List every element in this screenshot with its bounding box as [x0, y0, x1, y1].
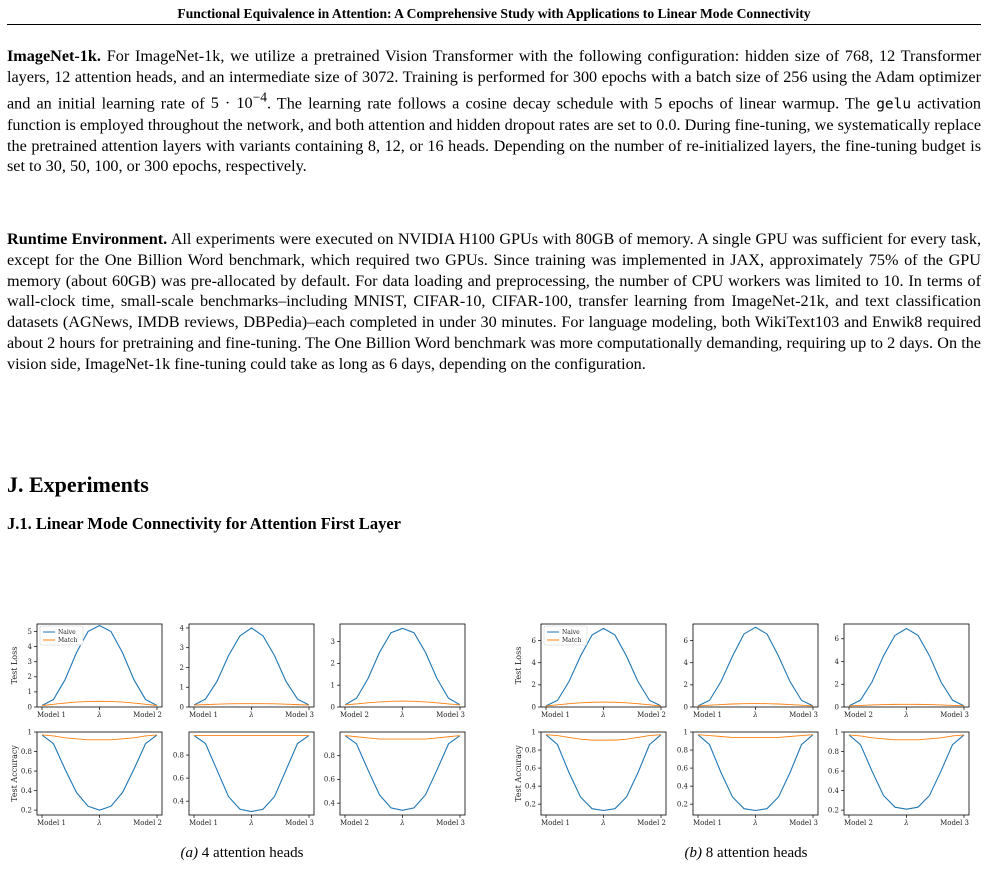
imagenet-text-3: activation function is employed throughout the network, and both attention and hidden dropout rates are set to 0.0. During fine-tuning, we systematically replace the pretrained attention layers with variants containing 8, 12, or 16 heads. Depending on the number of re-initialized layers, the fine-tuning budget is set to 30, 50, 100, or 300 epochs, respectively. — [7, 93, 982, 176]
x-tick-label: Model 1 — [693, 711, 722, 719]
subsection-heading: J.1. Linear Mode Connectivity for Attention First Layer — [7, 514, 401, 533]
x-tick-label: λ — [904, 819, 909, 827]
figure-b-plots — [511, 612, 983, 832]
runin-heading-imagenet: ImageNet-1k. — [7, 47, 101, 65]
axes-frame — [693, 732, 818, 815]
y-tick-label: 2 — [683, 681, 688, 690]
x-tick-label: Model 2 — [133, 711, 162, 719]
y-tick-label: 0.6 — [323, 775, 335, 784]
y-tick-label: 0.6 — [20, 767, 32, 776]
series-line-match — [698, 704, 813, 706]
x-tick-label: Model 1 — [693, 819, 722, 827]
axes-frame — [189, 624, 314, 707]
legend-label: Naive — [58, 629, 76, 637]
caption-a — [7, 845, 477, 862]
y-tick-label: 0.4 — [676, 782, 688, 791]
subplot-b-bottom-2 — [828, 728, 969, 827]
x-tick-label: Model 1 — [541, 819, 570, 827]
paragraph-imagenet — [7, 46, 981, 177]
subplot-b-bottom-0 — [514, 728, 666, 827]
x-tick-label: Model 1 — [189, 819, 218, 827]
y-tick-label: 0.2 — [676, 800, 688, 809]
series-line-match — [42, 735, 157, 740]
subplot-a-top-1 — [180, 624, 314, 719]
series-line-naive — [698, 627, 813, 706]
series-line-naive — [345, 736, 460, 811]
x-tick-label: Model 3 — [940, 711, 969, 719]
x-tick-label: λ — [601, 711, 606, 719]
y-tick-label: 6 — [683, 636, 688, 645]
y-axis-label: Test Loss — [10, 646, 19, 685]
y-tick-label: 0.6 — [827, 767, 839, 776]
y-tick-label: 3 — [330, 637, 335, 646]
y-tick-label: 0.8 — [20, 747, 32, 756]
x-tick-label: Model 3 — [436, 711, 465, 719]
y-tick-label: 0.4 — [172, 797, 184, 806]
caption-b-text: 8 attention heads — [702, 845, 808, 861]
x-tick-label: λ — [400, 819, 405, 827]
x-tick-label: λ — [904, 711, 909, 719]
x-tick-label: Model 2 — [340, 819, 369, 827]
series-line-naive — [849, 629, 964, 706]
x-tick-label: Model 1 — [541, 711, 570, 719]
y-tick-label: 0.4 — [323, 799, 335, 808]
x-tick-label: λ — [400, 711, 405, 719]
series-line-match — [546, 735, 661, 740]
legend-label: Match — [58, 637, 78, 645]
subplot-a-bottom-0 — [10, 728, 162, 827]
y-tick-label: 6 — [834, 635, 839, 644]
series-line-match — [546, 702, 661, 706]
y-tick-label: 0 — [834, 703, 839, 712]
subplot-b-top-0 — [514, 624, 666, 719]
y-tick-label: 3 — [27, 658, 32, 667]
series-line-naive — [194, 628, 309, 705]
y-tick-label: 4 — [531, 659, 536, 668]
y-tick-label: 1 — [683, 728, 688, 737]
x-tick-label: Model 3 — [940, 819, 969, 827]
axes-frame — [693, 624, 818, 707]
y-tick-label: 0.6 — [524, 764, 536, 773]
y-tick-label: 1 — [834, 728, 839, 737]
runtime-text: All experiments were executed on NVIDIA H100 GPUs with 80GB of memory. A single GPU was sufficient for every task, except for the One Billion Word benchmark, which required two GPUs. Since training was implemented in JAX, approximately 75% of the GPU memory (about 60GB) was pre-allocated by default. For data loading and preprocessing, the number of CPU workers was limited to 10. In terms of wall-clock time, small-scale benchmarks–including MNIST, CIFAR-10, CIFAR-100, transfer learning from ImageNet-21k, and text classification datasets (AGNews, IMDB reviews, DBPedia)–each completed in under 30 minutes. For language modeling, both WikiText103 and Enwik8 required about 2 hours for pretraining and fine-tuning. The One Billion Word benchmark was more computationally demanding, requiring up to 2 days. On the vision side, ImageNet-1k fine-tuning could take as long as 6 days, depending on the configuration. — [7, 230, 981, 373]
section-heading: J. Experiments — [7, 472, 149, 497]
learning-rate-value — [210, 89, 267, 112]
y-axis-label: Test Loss — [514, 646, 523, 685]
learning-rate-exponent: −4 — [252, 89, 267, 105]
figure-panel-b — [511, 612, 983, 832]
y-tick-label: 0 — [683, 703, 688, 712]
x-tick-label: Model 2 — [637, 819, 666, 827]
y-tick-label: 0.4 — [20, 786, 32, 795]
x-tick-label: Model 3 — [285, 711, 314, 719]
inline-code-gelu: gelu — [876, 95, 912, 112]
x-tick-label: λ — [97, 819, 102, 827]
y-tick-label: 0 — [330, 703, 335, 712]
series-line-naive — [42, 735, 157, 810]
legend — [544, 626, 587, 645]
x-tick-label: Model 3 — [789, 711, 818, 719]
y-tick-label: 0.6 — [172, 774, 184, 783]
y-tick-label: 2 — [27, 673, 32, 682]
y-tick-label: 0.8 — [827, 747, 839, 756]
x-tick-label: λ — [249, 819, 254, 827]
axes-frame — [541, 732, 666, 815]
y-tick-label: 1 — [27, 728, 32, 737]
caption-a-label: (a) — [180, 845, 199, 861]
y-tick-label: 2 — [179, 663, 184, 672]
subplot-b-bottom-1 — [677, 728, 818, 827]
figure-a-plots — [7, 612, 479, 832]
series-line-match — [345, 736, 460, 740]
y-tick-label: 0.6 — [676, 764, 688, 773]
y-tick-label: 1 — [179, 683, 184, 692]
y-tick-label: 0.2 — [827, 806, 839, 815]
y-tick-label: 0.8 — [323, 752, 335, 761]
learning-rate-base: 5 · 10 — [210, 93, 253, 112]
x-tick-label: Model 1 — [37, 711, 66, 719]
caption-b — [511, 845, 981, 862]
x-tick-label: Model 2 — [844, 711, 873, 719]
y-tick-label: 0.4 — [827, 786, 839, 795]
series-line-naive — [698, 735, 813, 811]
y-tick-label: 0 — [27, 703, 32, 712]
x-tick-label: Model 1 — [37, 819, 66, 827]
runin-heading-runtime: Runtime Environment. — [7, 230, 168, 248]
x-tick-label: Model 2 — [340, 711, 369, 719]
legend-label: Naive — [562, 629, 580, 637]
series-line-naive — [546, 735, 661, 811]
y-tick-label: 0.8 — [524, 746, 536, 755]
subplot-a-top-2 — [331, 624, 465, 719]
subplot-a-bottom-1 — [173, 732, 314, 827]
x-tick-label: Model 3 — [285, 819, 314, 827]
y-tick-label: 2 — [531, 681, 536, 690]
y-tick-label: 3 — [179, 644, 184, 653]
y-tick-label: 0 — [179, 703, 184, 712]
header-rule — [7, 24, 981, 25]
x-tick-label: λ — [97, 711, 102, 719]
y-tick-label: 1 — [531, 728, 536, 737]
y-tick-label: 2 — [834, 680, 839, 689]
x-tick-label: Model 2 — [133, 819, 162, 827]
x-tick-label: Model 1 — [189, 711, 218, 719]
axes-frame — [340, 732, 465, 815]
x-tick-label: Model 3 — [789, 819, 818, 827]
imagenet-text-2: . The learning rate follows a cosine decay schedule with 5 epochs of linear warmup. The — [266, 93, 877, 112]
axes-frame — [844, 732, 969, 815]
y-tick-label: 4 — [27, 642, 32, 651]
y-tick-label: 4 — [179, 624, 184, 633]
x-tick-label: Model 2 — [637, 711, 666, 719]
y-tick-label: 0.2 — [524, 800, 536, 809]
y-tick-label: 0.8 — [676, 746, 688, 755]
series-line-match — [345, 701, 460, 705]
axes-frame — [189, 732, 314, 815]
series-line-naive — [849, 735, 964, 809]
series-line-match — [194, 704, 309, 705]
axes-frame — [37, 732, 162, 815]
legend — [40, 626, 83, 645]
y-tick-label: 0.4 — [524, 782, 536, 791]
y-tick-label: 0.2 — [20, 806, 32, 815]
y-axis-label: Test Accuracy — [10, 745, 19, 802]
subplot-b-top-1 — [684, 624, 818, 719]
series-line-match — [698, 735, 813, 738]
x-tick-label: λ — [601, 819, 606, 827]
y-tick-label: 4 — [834, 657, 839, 666]
y-tick-label: 0 — [531, 703, 536, 712]
x-tick-label: λ — [753, 711, 758, 719]
paragraph-runtime — [7, 229, 981, 375]
subplot-b-top-2 — [835, 624, 969, 719]
caption-a-text: 4 attention heads — [198, 845, 304, 861]
series-line-match — [849, 735, 964, 740]
x-tick-label: Model 2 — [844, 819, 873, 827]
series-line-naive — [345, 628, 460, 704]
y-axis-label: Test Accuracy — [514, 745, 523, 802]
imagenet-text-1: For ImageNet-1k, we utilize a pretrained Vision Transformer with the following configuration: hidden size of 768, 12 Transformer layers, 12 attention heads, and an intermediate size of 3072. Training is performed for 300 epochs with a batch size of 256 using the Adam optimizer and an initial learning rate of — [7, 47, 981, 112]
y-tick-label: 1 — [27, 688, 32, 697]
series-line-match — [849, 704, 964, 706]
running-header: Functional Equivalence in Attention: A Comprehensive Study with Applications to Linear Mode Connectivity — [177, 6, 811, 21]
y-tick-label: 1 — [330, 681, 335, 690]
series-line-naive — [194, 735, 309, 811]
axes-frame — [844, 624, 969, 707]
x-tick-label: λ — [249, 711, 254, 719]
y-tick-label: 4 — [683, 659, 688, 668]
figure-panel-a — [7, 612, 479, 832]
series-line-match — [42, 701, 157, 705]
subplot-a-top-0 — [10, 624, 162, 719]
legend-label: Match — [562, 637, 582, 645]
x-tick-label: λ — [753, 819, 758, 827]
y-tick-label: 2 — [330, 659, 335, 668]
y-tick-label: 0.8 — [172, 751, 184, 760]
subplot-a-bottom-2 — [324, 732, 465, 827]
y-tick-label: 5 — [27, 627, 32, 636]
y-tick-label: 6 — [531, 636, 536, 645]
caption-b-label: (b) — [684, 845, 703, 861]
x-tick-label: Model 3 — [436, 819, 465, 827]
